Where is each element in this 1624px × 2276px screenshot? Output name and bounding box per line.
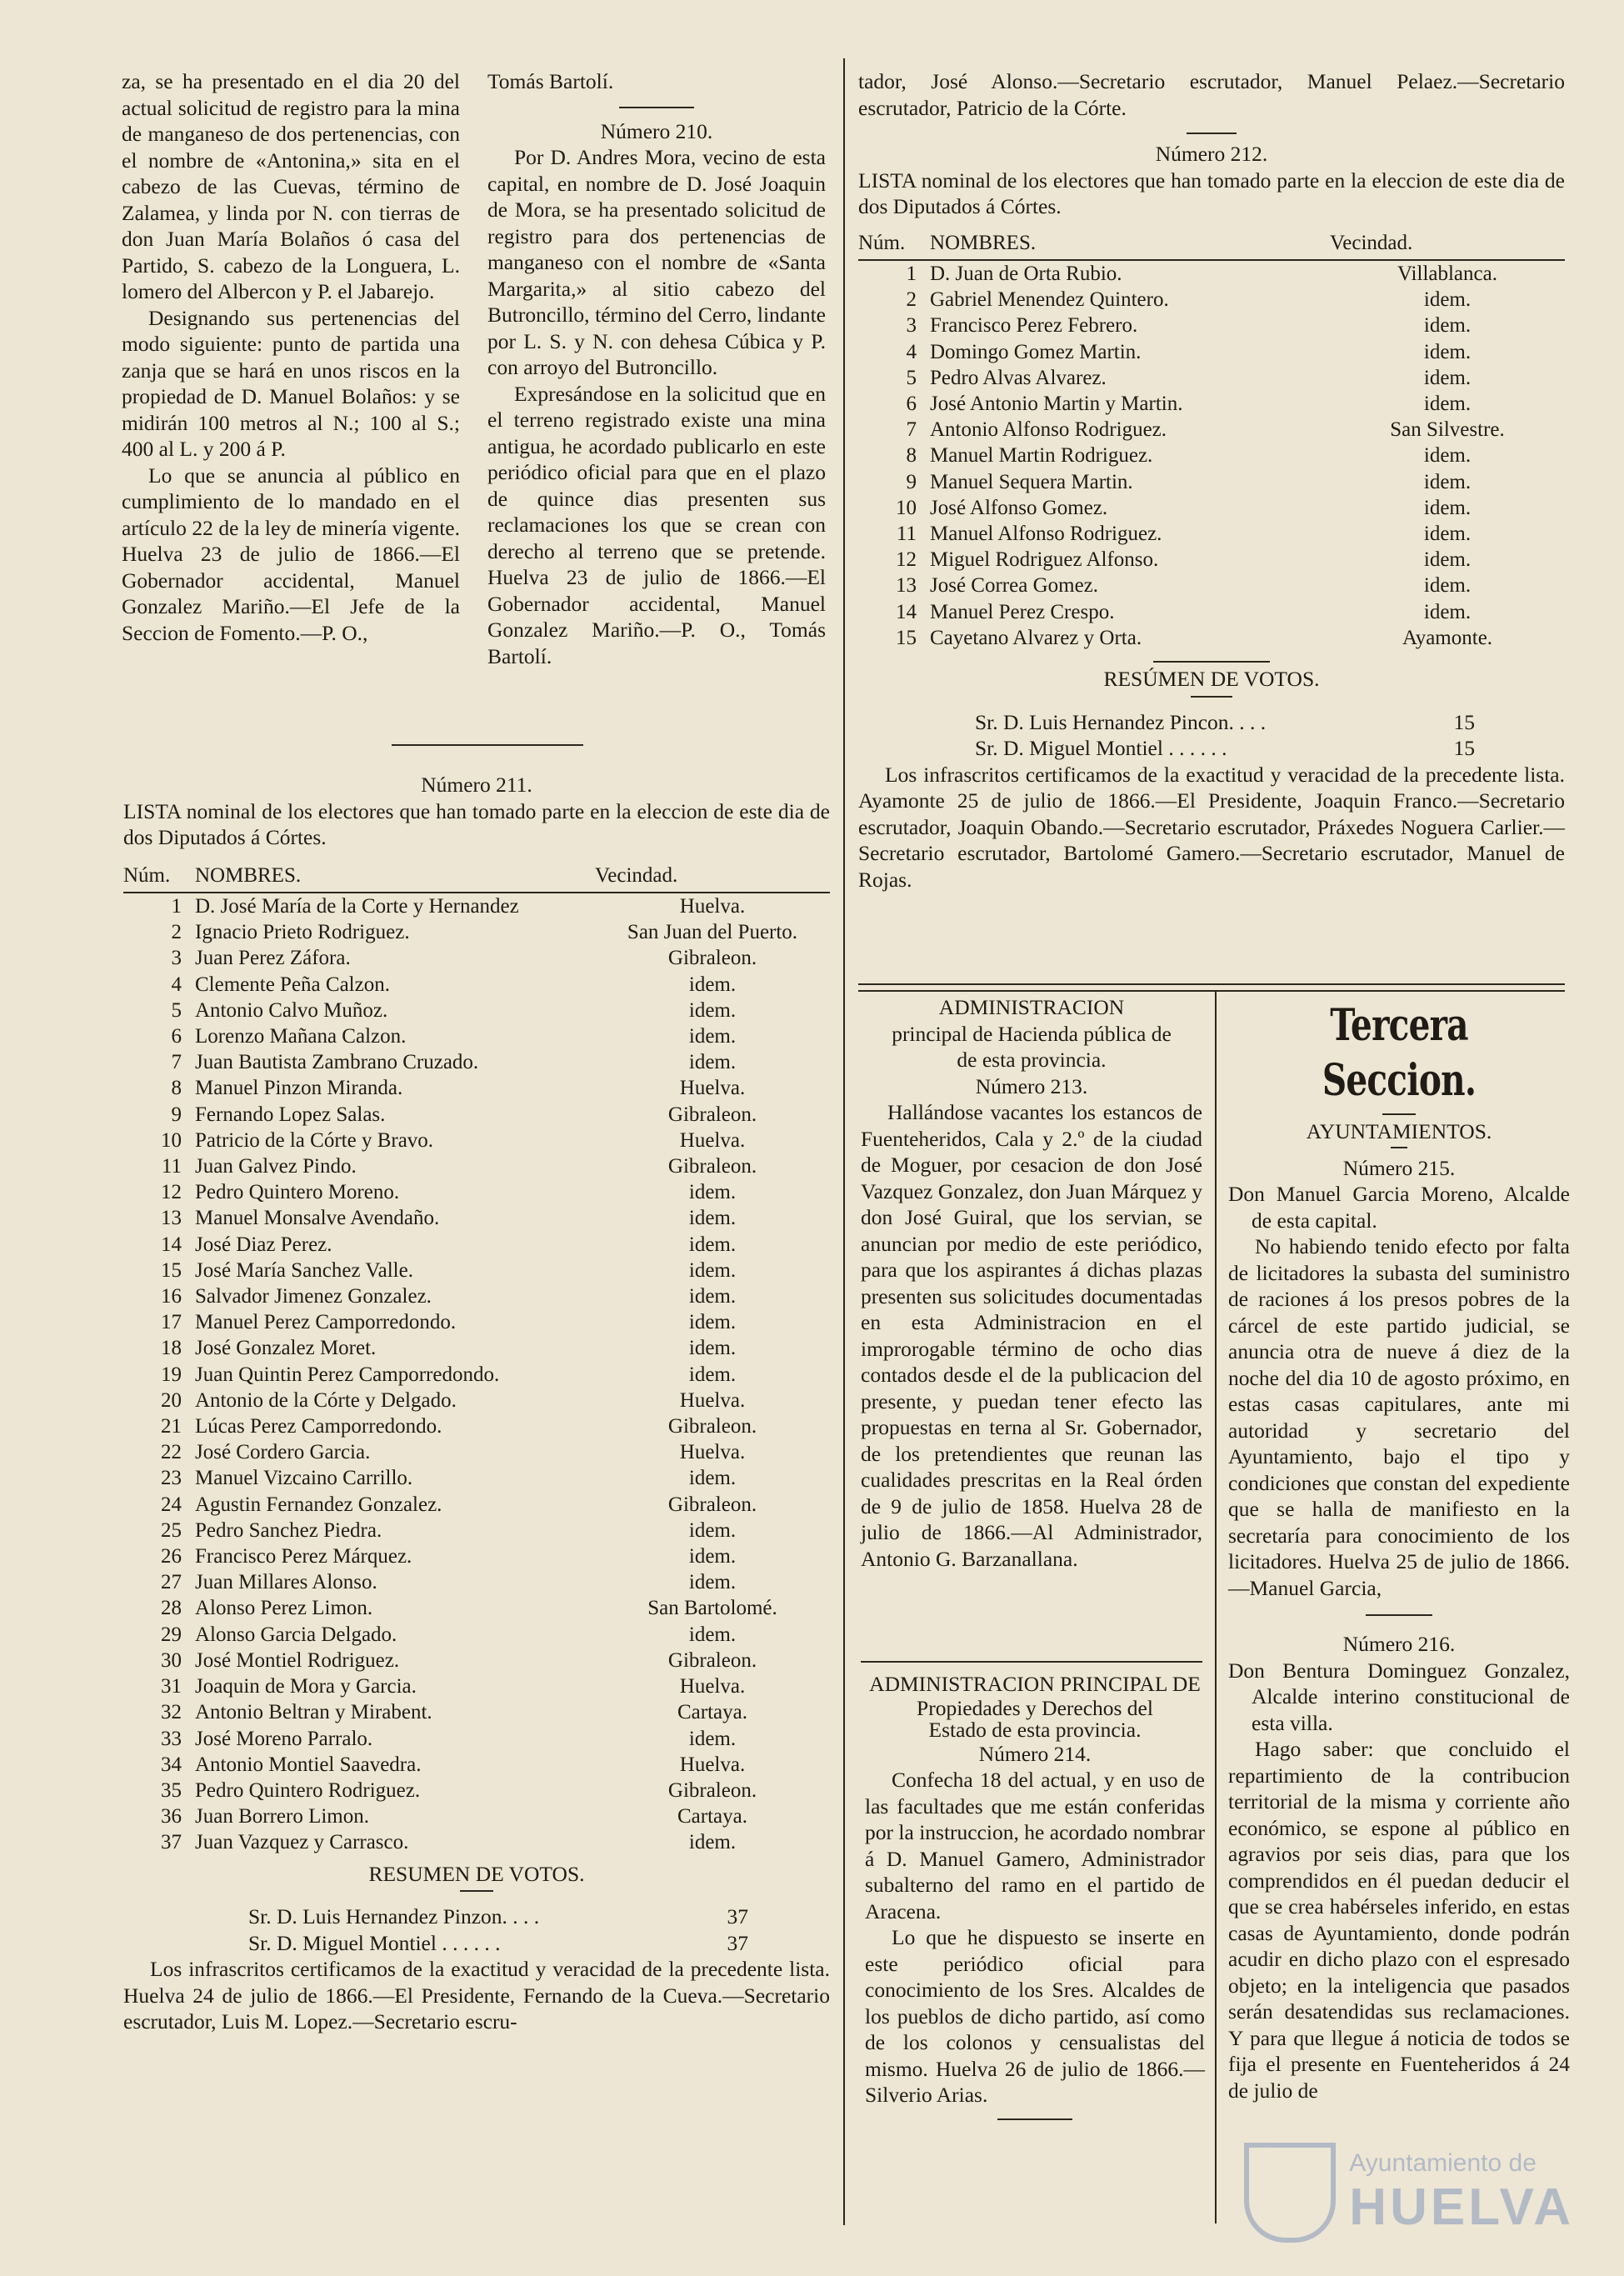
row-number: 5 (906, 366, 917, 389)
elector-name: Antonio de la Córte y Delgado. (195, 1388, 457, 1412)
elector-vecindad: idem. (688, 1727, 737, 1750)
notice-number: Número 212. (1155, 142, 1268, 166)
elector-vecindad: Huelva. (679, 1441, 746, 1464)
row-number: 31 (161, 1675, 182, 1698)
elector-vecindad: idem. (1423, 393, 1472, 416)
row-number: 27 (161, 1571, 182, 1594)
elector-name: José Moreno Parralo. (195, 1727, 373, 1750)
table-row (123, 1595, 830, 1621)
elector-vecindad: idem. (688, 998, 737, 1022)
separator-rule (1191, 696, 1232, 698)
table-row (858, 365, 1565, 391)
table-row (858, 495, 1565, 521)
separator-rule (997, 2118, 1072, 2120)
table-row (123, 1049, 830, 1075)
elector-name: Juan Perez Záfora. (195, 947, 351, 970)
elector-vecindad: Huelva. (679, 1128, 746, 1152)
coat-of-arms-icon (1244, 2143, 1336, 2243)
notice-title: ADMINISTRACION PRINCIPAL DE (869, 1672, 1201, 1696)
table-row (123, 1128, 830, 1153)
row-number: 21 (161, 1415, 182, 1438)
elector-vecindad: idem. (688, 1831, 737, 1854)
column-header-num: Núm. (123, 859, 195, 893)
elector-vecindad: San Silvestre. (1390, 418, 1505, 442)
closing-paragraph: Los infrascritos certificamos de la exactitud y veracidad de la precedente lista. Ayamonte 25 de julio de 1866.—El Presidente, Joaquin Franco.—Secretario escrutador, Joaquin Obando.—Secretario escrutador, Práxedes Noguera Carlier.—Secretario escrutador, Bartolomé Gamero.—Secretario escrutador, Manuel de Rojas. (858, 762, 1565, 892)
elector-name: Manuel Martin Rodriguez. (930, 444, 1153, 468)
table-row (123, 1778, 830, 1803)
row-number: 7 (906, 418, 917, 442)
city-watermark (1244, 2143, 1574, 2243)
elector-name: Francisco Perez Febrero. (930, 314, 1138, 338)
elector-name: Francisco Perez Márquez. (195, 1545, 412, 1568)
notice-paragraph: Lo que he dispuesto se inserte en este periódico oficial para conocimiento de los Sres. Alcaldes de los pueblos de dicho partido, así como de los colonos y censualistas del mismo. Huelva 26 de julio de 1866.—Silverio Arias. (865, 1925, 1205, 2107)
elector-name: D. José María de la Corte y Hernandez (195, 895, 519, 918)
row-number: 9 (906, 470, 917, 493)
table-row (123, 1258, 830, 1283)
table-row (123, 1726, 830, 1752)
table-row (123, 1803, 830, 1829)
separator-rule (619, 107, 694, 108)
row-number: 8 (906, 444, 917, 468)
table-row (123, 1335, 830, 1361)
mine-registry-notice-210 (487, 68, 826, 669)
row-number: 26 (161, 1545, 182, 1568)
table-row (123, 1179, 830, 1205)
elector-vecindad: idem. (688, 1181, 737, 1204)
table-row (123, 1232, 830, 1258)
elector-vecindad: Huelva. (679, 1753, 746, 1776)
row-number: 2 (906, 288, 917, 312)
row-number: 4 (171, 973, 182, 996)
elector-vecindad: idem. (1423, 366, 1472, 389)
elector-vecindad: idem. (688, 1467, 737, 1490)
row-number: 19 (161, 1363, 182, 1386)
tercera-seccion (1228, 998, 1570, 2103)
list-intro: LISTA nominal de los electores que han tomado parte en la eleccion de este dia de dos Diputados á Córtes. (123, 798, 830, 849)
vote-row (975, 735, 1475, 762)
table-row (123, 1439, 830, 1465)
table-row (858, 260, 1565, 287)
elector-vecindad: idem. (1423, 600, 1472, 623)
elector-name: Domingo Gomez Martin. (930, 340, 1142, 363)
table-row (123, 1283, 830, 1309)
elector-name: Cayetano Alvarez y Orta. (930, 626, 1142, 649)
table-row (123, 1309, 830, 1335)
row-number: 33 (161, 1727, 182, 1750)
elector-vecindad: idem. (1423, 340, 1472, 363)
elector-vecindad: idem. (688, 1258, 737, 1282)
elector-name: Joaquin de Mora y Garcia. (195, 1675, 417, 1698)
elector-vecindad: Huelva. (679, 1388, 746, 1412)
row-number: 17 (161, 1311, 182, 1334)
elector-name: Antonio Calvo Muñoz. (195, 998, 388, 1022)
separator-rule (1187, 133, 1237, 134)
row-number: 20 (161, 1388, 182, 1412)
row-number: 1 (171, 895, 182, 918)
elector-vecindad: Gibraleon. (667, 947, 757, 970)
separator-rule (1382, 1113, 1416, 1115)
propiedades-notice-214 (865, 1671, 1205, 2130)
row-number: 7 (171, 1051, 182, 1074)
elector-vecindad: Gibraleon. (667, 1778, 757, 1802)
elector-vecindad: idem. (688, 1363, 737, 1386)
notice-lead: Don Bentura Dominguez Gonzalez, Alcalde interino constitucional de esta villa. (1228, 1658, 1570, 1735)
row-number: 5 (171, 998, 182, 1022)
table-row (123, 1075, 830, 1101)
candidate-name: Sr. D. Miguel Montiel . . . . . . (975, 736, 1227, 761)
elector-vecindad: idem. (688, 1051, 737, 1074)
candidate-name: Sr. D. Luis Hernandez Pincon. . . . (975, 709, 1267, 734)
section-title: Tercera Seccion. (1322, 1000, 1477, 1106)
closing-paragraph: Los infrascritos certificamos de la exactitud y veracidad de la precedente lista. Huelva 24 de julio de 1866.—El Presidente, Fernando de la Cueva.—Secretario escrutador, Luis M. Lopez.—Secretario escru- (123, 1957, 830, 2034)
table-row (123, 1413, 830, 1439)
elector-name: José Alfonso Gomez. (930, 496, 1108, 519)
elector-vecindad: Gibraleon. (667, 1415, 757, 1438)
elector-name: Gabriel Menendez Quintero. (930, 288, 1169, 312)
elector-vecindad: idem. (1423, 496, 1472, 519)
watermark-line1: Ayuntamiento de (1349, 2148, 1537, 2177)
row-number: 12 (896, 548, 917, 572)
notice-lead: Don Manuel Garcia Moreno, Alcalde de esta capital. (1228, 1182, 1570, 1233)
table-row (858, 547, 1565, 573)
elector-name: Agustin Fernandez Gonzalez. (195, 1493, 442, 1516)
elector-name: Lorenzo Mañana Calzon. (195, 1025, 407, 1048)
vote-count: 15 (1453, 709, 1475, 734)
elector-name: José Gonzalez Moret. (195, 1337, 377, 1360)
row-number: 13 (896, 574, 917, 598)
elector-vecindad: idem. (1423, 548, 1472, 572)
table-row (123, 1023, 830, 1049)
elector-name: Alonso Garcia Delgado. (195, 1623, 397, 1646)
elector-name: Antonio Alfonso Rodriguez. (930, 418, 1167, 442)
row-number: 2 (171, 921, 182, 944)
electors-list-211 (123, 772, 830, 2035)
separator-rule (1391, 1147, 1407, 1148)
elector-name: Manuel Monsalve Avendaño. (195, 1207, 440, 1230)
row-number: 16 (161, 1285, 182, 1308)
elector-name: Manuel Sequera Martin. (930, 470, 1133, 493)
elector-name: José Antonio Martin y Martin. (930, 393, 1183, 416)
elector-vecindad: Ayamonte. (1402, 626, 1493, 649)
elector-name: Manuel Perez Camporredondo. (195, 1311, 457, 1334)
elector-vecindad: idem. (688, 1233, 737, 1256)
elector-name: Juan Millares Alonso. (195, 1571, 377, 1594)
table-row (123, 1648, 830, 1673)
elector-name: Juan Borrero Limon. (195, 1805, 369, 1828)
table-row (123, 1569, 830, 1595)
electors-list-212 (858, 68, 1565, 893)
continuation-text: tador, José Alonso.—Secretario escrutador, Manuel Pelaez.—Secretario escrutador, Patricio de la Córte. (858, 69, 1565, 120)
notice-paragraph: Hallándose vacantes los estancos de Fuenteheridos, Cala y 2.º de la ciudad de Moguer, por cesacion de don José Vazquez Gonzalez, don Juan Márquez y don José Guiral, que los servian, se anuncian por medio de este periódico, para que los aspirantes á dichas plazas presenten sus solicitudes documentadas en esta Administracion en el improrogable término de ocho dias contados desde el de la publicacion del presente, y puedan tener efecto las propuestas en terna al Sr. Gobernador, de los pretendientes que reunan las cualidades prescritas en la Real órden de 9 de julio de 1858. Huelva 28 de julio de 1866.—Al Administrador, Antonio G. Barzanallana. (861, 1100, 1202, 1571)
table-row (858, 443, 1565, 468)
elector-name: Manuel Perez Crespo. (930, 600, 1115, 623)
elector-name: Lúcas Perez Camporredondo. (195, 1415, 442, 1438)
notice-paragraph: Confecha 18 del actual, y en uso de las facultades que me están conferidas por la instruccion, he acordado nombrar á D. Manuel Gamero, Administrador subalterno del ramo en el partido de Aracena. (865, 1768, 1205, 1923)
elector-vecindad: idem. (1423, 288, 1472, 312)
table-row (123, 1543, 830, 1569)
elector-name: Pedro Quintero Rodriguez. (195, 1778, 421, 1802)
notice-paragraph: za, se ha presentado en el dia 20 del actual solicitud de registro para la mina de manganeso de dos pertenencias, con el nombre de «Antonina,» sita en el cabezo de las Cuevas, término de Zalamea, y linda por N. con tierras de don Juan María Bolaños ó casa del Partido, S. cabezo de la Longuera, L. lomero del Albercon y P. el Jabarejo. (122, 69, 460, 303)
row-number: 11 (161, 1155, 182, 1178)
elector-name: Antonio Beltran y Mirabent. (195, 1701, 432, 1724)
elector-name: Pedro Sanchez Piedra. (195, 1518, 382, 1542)
row-number: 9 (171, 1103, 182, 1126)
elector-vecindad: idem. (1423, 314, 1472, 338)
table-row (123, 1518, 830, 1543)
row-number: 28 (161, 1597, 182, 1620)
electors-table (858, 227, 1565, 652)
notice-paragraph: Por D. Andres Mora, vecino de esta capital, en nombre de D. José Joaquin de Mora, se ha presentado solicitud de registro para dos pertenencias de manganeso con el nombre de «Santa Margarita,» al sitio cabezo del Butroncillo, término del Cerro, lindante por L. S. y N. con dehesa Cúbica y P. con arroyo del Butroncillo. (487, 145, 826, 379)
row-number: 13 (161, 1207, 182, 1230)
notice-paragraph: Designando sus pertenencias del modo siguiente: punto de partida una zanja que se hará en unos riscos en la propiedad de D. Manuel Bolaños: y se midirán 100 metros al N.; 100 al S.; 400 al L. y 200 á P. (122, 305, 460, 461)
elector-name: Alonso Perez Limon. (195, 1597, 373, 1620)
elector-name: Pedro Quintero Moreno. (195, 1181, 400, 1204)
elector-vecindad: Cartaya. (677, 1805, 747, 1828)
row-number: 29 (161, 1623, 182, 1646)
table-row (858, 417, 1565, 443)
elector-name: Antonio Montiel Saavedra. (195, 1753, 422, 1776)
elector-vecindad: Cartaya. (677, 1701, 747, 1724)
notice-subtitle: Propiedades y Derechos del Estado de esta provincia. (917, 1695, 1153, 1742)
row-number: 22 (161, 1441, 182, 1464)
elector-vecindad: Gibraleon. (667, 1493, 757, 1516)
elector-vecindad: idem. (688, 1311, 737, 1334)
column-header-num: Núm. (858, 227, 930, 261)
vote-count: 37 (727, 1930, 748, 1955)
notice-paragraph: Lo que se anuncia al público en cumplimiento de lo mandado en el artículo 22 de la ley de minería vigente. Huelva 23 de julio de 1866.—El Gobernador accidental, Manuel Gonzalez Mariño.—El Jefe de la Seccion de Fomento.—P. O., (122, 463, 460, 645)
elector-vecindad: Gibraleon. (667, 1155, 757, 1178)
elector-vecindad: Villablanca. (1397, 263, 1497, 285)
table-row (858, 339, 1565, 365)
row-number: 4 (906, 340, 917, 363)
row-number: 12 (161, 1181, 182, 1204)
candidate-name: Sr. D. Luis Hernandez Pinzon. . . . (248, 1904, 540, 1929)
row-number: 30 (161, 1648, 182, 1672)
elector-name: Miguel Rodriguez Alfonso. (930, 548, 1159, 572)
notice-number: Número 215. (1342, 1155, 1456, 1180)
candidate-name: Sr. D. Miguel Montiel . . . . . . (248, 1930, 501, 1955)
notice-number: Número 210. (600, 118, 713, 143)
column-header-names: NOMBRES. (195, 859, 595, 893)
row-number: 11 (896, 523, 917, 546)
vote-row (248, 1903, 748, 1930)
elector-vecindad: Huelva. (679, 1077, 746, 1100)
vote-row (248, 1930, 748, 1957)
elector-vecindad: idem. (688, 1571, 737, 1594)
section-rule (392, 744, 583, 746)
row-number: 14 (161, 1233, 182, 1256)
votes-summary (975, 709, 1475, 762)
elector-name: Ignacio Prieto Rodriguez. (195, 921, 410, 944)
table-row (123, 1205, 830, 1231)
vote-count: 15 (1453, 736, 1475, 761)
elector-vecindad: San Juan del Puerto. (627, 921, 798, 944)
table-row (858, 573, 1565, 598)
row-number: 15 (161, 1258, 182, 1282)
section-rule (861, 1661, 1202, 1663)
table-row (858, 391, 1565, 417)
notice-paragraph: Hago saber: que concluido el repartimiento de la contribucion territorial de la misma y corriente año económico, se espone al público en agravios por seis dias, para que los comprendidos en él puedan deducir el que se crea habérseles inferido, en estas casas de Ayuntamiento, donde podrán acudir en dicho plazo con el espresado objeto; en la inteligencia que pasados serán desatendidas sus reclamaciones. Y para que llegue á noticia de todos se fija el presente en Fuenteheridos á 24 de julio de (1228, 1737, 1570, 2103)
table-row (123, 1465, 830, 1491)
notice-title: ADMINISTRACION (938, 995, 1125, 1019)
table-row (123, 1388, 830, 1413)
elector-vecindad: idem. (688, 1518, 737, 1542)
notice-number: Número 213. (975, 1073, 1088, 1098)
row-number: 25 (161, 1518, 182, 1542)
votes-summary (248, 1903, 748, 1956)
elector-name: José Diaz Perez. (195, 1233, 332, 1256)
row-number: 3 (906, 314, 917, 338)
table-row (123, 1153, 830, 1179)
elector-name: Manuel Vizcaino Carrillo. (195, 1467, 413, 1490)
elector-name: Fernando Lopez Salas. (195, 1103, 386, 1126)
row-number: 1 (906, 263, 917, 285)
table-row (123, 1362, 830, 1388)
table-row (123, 998, 830, 1023)
elector-name: José Montiel Rodriguez. (195, 1648, 400, 1672)
row-number: 35 (161, 1778, 182, 1802)
column-divider (843, 58, 845, 2225)
table-row (858, 469, 1565, 495)
elector-name: Juan Vazquez y Carrasco. (195, 1831, 409, 1854)
elector-vecindad: idem. (688, 1623, 737, 1646)
elector-name: Manuel Pinzon Miranda. (195, 1077, 403, 1100)
double-rule (858, 983, 1565, 992)
vote-count: 37 (727, 1904, 748, 1929)
hacienda-notice-213 (861, 994, 1202, 1572)
elector-name: José Cordero Garcia. (195, 1441, 371, 1464)
table-row (858, 313, 1565, 338)
mine-registry-notice-209 (122, 68, 460, 646)
elector-vecindad: Gibraleon. (667, 1648, 757, 1672)
table-row (123, 1622, 830, 1648)
elector-vecindad: idem. (688, 1285, 737, 1308)
elector-vecindad: idem. (688, 973, 737, 996)
row-number: 14 (896, 600, 917, 623)
row-number: 8 (171, 1077, 182, 1100)
elector-vecindad: idem. (688, 1545, 737, 1568)
row-number: 24 (161, 1493, 182, 1516)
notice-paragraph: No habiendo tenido efecto por falta de licitadores la subasta del suministro de raciones á los presos pobres de la cárcel de este partido judicial, se anuncia otra de nueve á diez de la noche del dia 10 de agosto próximo, en estas casas capitulares, ante mi autoridad y secretario del Ayuntamiento, bajo el tipo y condiciones que constan del expediente que se halla de manifiesto en la secretaría para conocimiento de los licitadores. Huelva 25 de julio de 1866.—Manuel Garcia, (1228, 1234, 1570, 1600)
column-divider (1215, 990, 1217, 2223)
table-row (858, 521, 1565, 547)
summary-title: RESUMEN DE VOTOS. (368, 1861, 585, 1886)
row-number: 32 (161, 1701, 182, 1724)
separator-rule (460, 1890, 493, 1892)
summary-title: RESÚMEN DE VOTOS. (1103, 667, 1320, 692)
elector-name: Juan Quintin Perez Camporredondo. (195, 1363, 500, 1386)
elector-vecindad: idem. (1423, 523, 1472, 546)
elector-vecindad: idem. (688, 1337, 737, 1360)
elector-vecindad: idem. (1423, 574, 1472, 598)
table-row (858, 625, 1565, 651)
row-number: 23 (161, 1467, 182, 1490)
row-number: 10 (896, 496, 917, 519)
table-row (123, 1752, 830, 1778)
table-row (858, 599, 1565, 625)
table-row (123, 945, 830, 971)
notice-number: Número 214. (978, 1741, 1092, 1766)
notice-number: Número 216. (1342, 1632, 1456, 1656)
elector-vecindad: idem. (688, 1025, 737, 1048)
table-row (123, 1699, 830, 1725)
elector-name: Clemente Peña Calzon. (195, 973, 390, 996)
elector-name: Patricio de la Córte y Bravo. (195, 1128, 434, 1152)
table-row (123, 893, 830, 919)
table-row (123, 919, 830, 945)
column-header-names: NOMBRES. (930, 227, 1330, 261)
elector-vecindad: Huelva. (679, 1675, 746, 1698)
elector-name: Juan Galvez Pindo. (195, 1155, 357, 1178)
electors-table (123, 859, 830, 1856)
elector-vecindad: San Bartolomé. (647, 1597, 777, 1620)
notice-paragraph: Expresándose en la solicitud que en el terreno registrado existe una mina antigua, he acordado publicarlo en este periódico oficial para que en el plazo de quince dias presenten sus reclamaciones los que se crean con derecho al terreno que se pretende. Huelva 23 de julio de 1866.—El Gobernador accidental, Manuel Gonzalez Mariño.—P. O., Tomás Bartolí. (487, 381, 826, 668)
notice-subtitle: principal de Hacienda pública de de esta provincia. (892, 1021, 1172, 1072)
list-intro: LISTA nominal de los electores que han tomado parte en la eleccion de este dia de dos Diputados á Córtes. (858, 168, 1565, 218)
section-subtitle: AYUNTAMIENTOS. (1306, 1119, 1492, 1143)
column-header-vecindad: Vecindad. (595, 859, 830, 893)
elector-name: Manuel Alfonso Rodriguez. (930, 523, 1162, 546)
table-row (123, 1829, 830, 1855)
elector-vecindad: Huelva. (679, 895, 746, 918)
row-number: 36 (161, 1805, 182, 1828)
row-number: 15 (896, 626, 917, 649)
row-number: 3 (171, 947, 182, 970)
separator-rule (1366, 1614, 1432, 1616)
signature-line: Tomás Bartolí. (487, 69, 614, 93)
elector-name: José María Sanchez Valle. (195, 1258, 413, 1282)
elector-vecindad: idem. (1423, 470, 1472, 493)
table-row (123, 1673, 830, 1699)
elector-vecindad: idem. (1423, 444, 1472, 468)
elector-name: Pedro Alvas Alvarez. (930, 366, 1107, 389)
table-row (858, 287, 1565, 313)
table-row (123, 972, 830, 998)
elector-vecindad: Gibraleon. (667, 1103, 757, 1126)
elector-name: José Correa Gomez. (930, 574, 1099, 598)
row-number: 10 (161, 1128, 182, 1152)
separator-rule (1153, 661, 1270, 663)
row-number: 37 (161, 1831, 182, 1854)
elector-name: D. Juan de Orta Rubio. (930, 263, 1122, 285)
elector-vecindad: idem. (688, 1207, 737, 1230)
notice-number: Número 211. (421, 773, 532, 797)
row-number: 18 (161, 1337, 182, 1360)
elector-name: Salvador Jimenez Gonzalez. (195, 1285, 432, 1308)
row-number: 34 (161, 1753, 182, 1776)
column-header-vecindad: Vecindad. (1330, 227, 1565, 261)
row-number: 6 (906, 393, 917, 416)
watermark-line2: HUELVA (1349, 2178, 1574, 2236)
row-number: 6 (171, 1025, 182, 1048)
table-row (123, 1492, 830, 1518)
elector-name: Juan Bautista Zambrano Cruzado. (195, 1051, 479, 1074)
vote-row (975, 709, 1475, 736)
table-row (123, 1102, 830, 1128)
